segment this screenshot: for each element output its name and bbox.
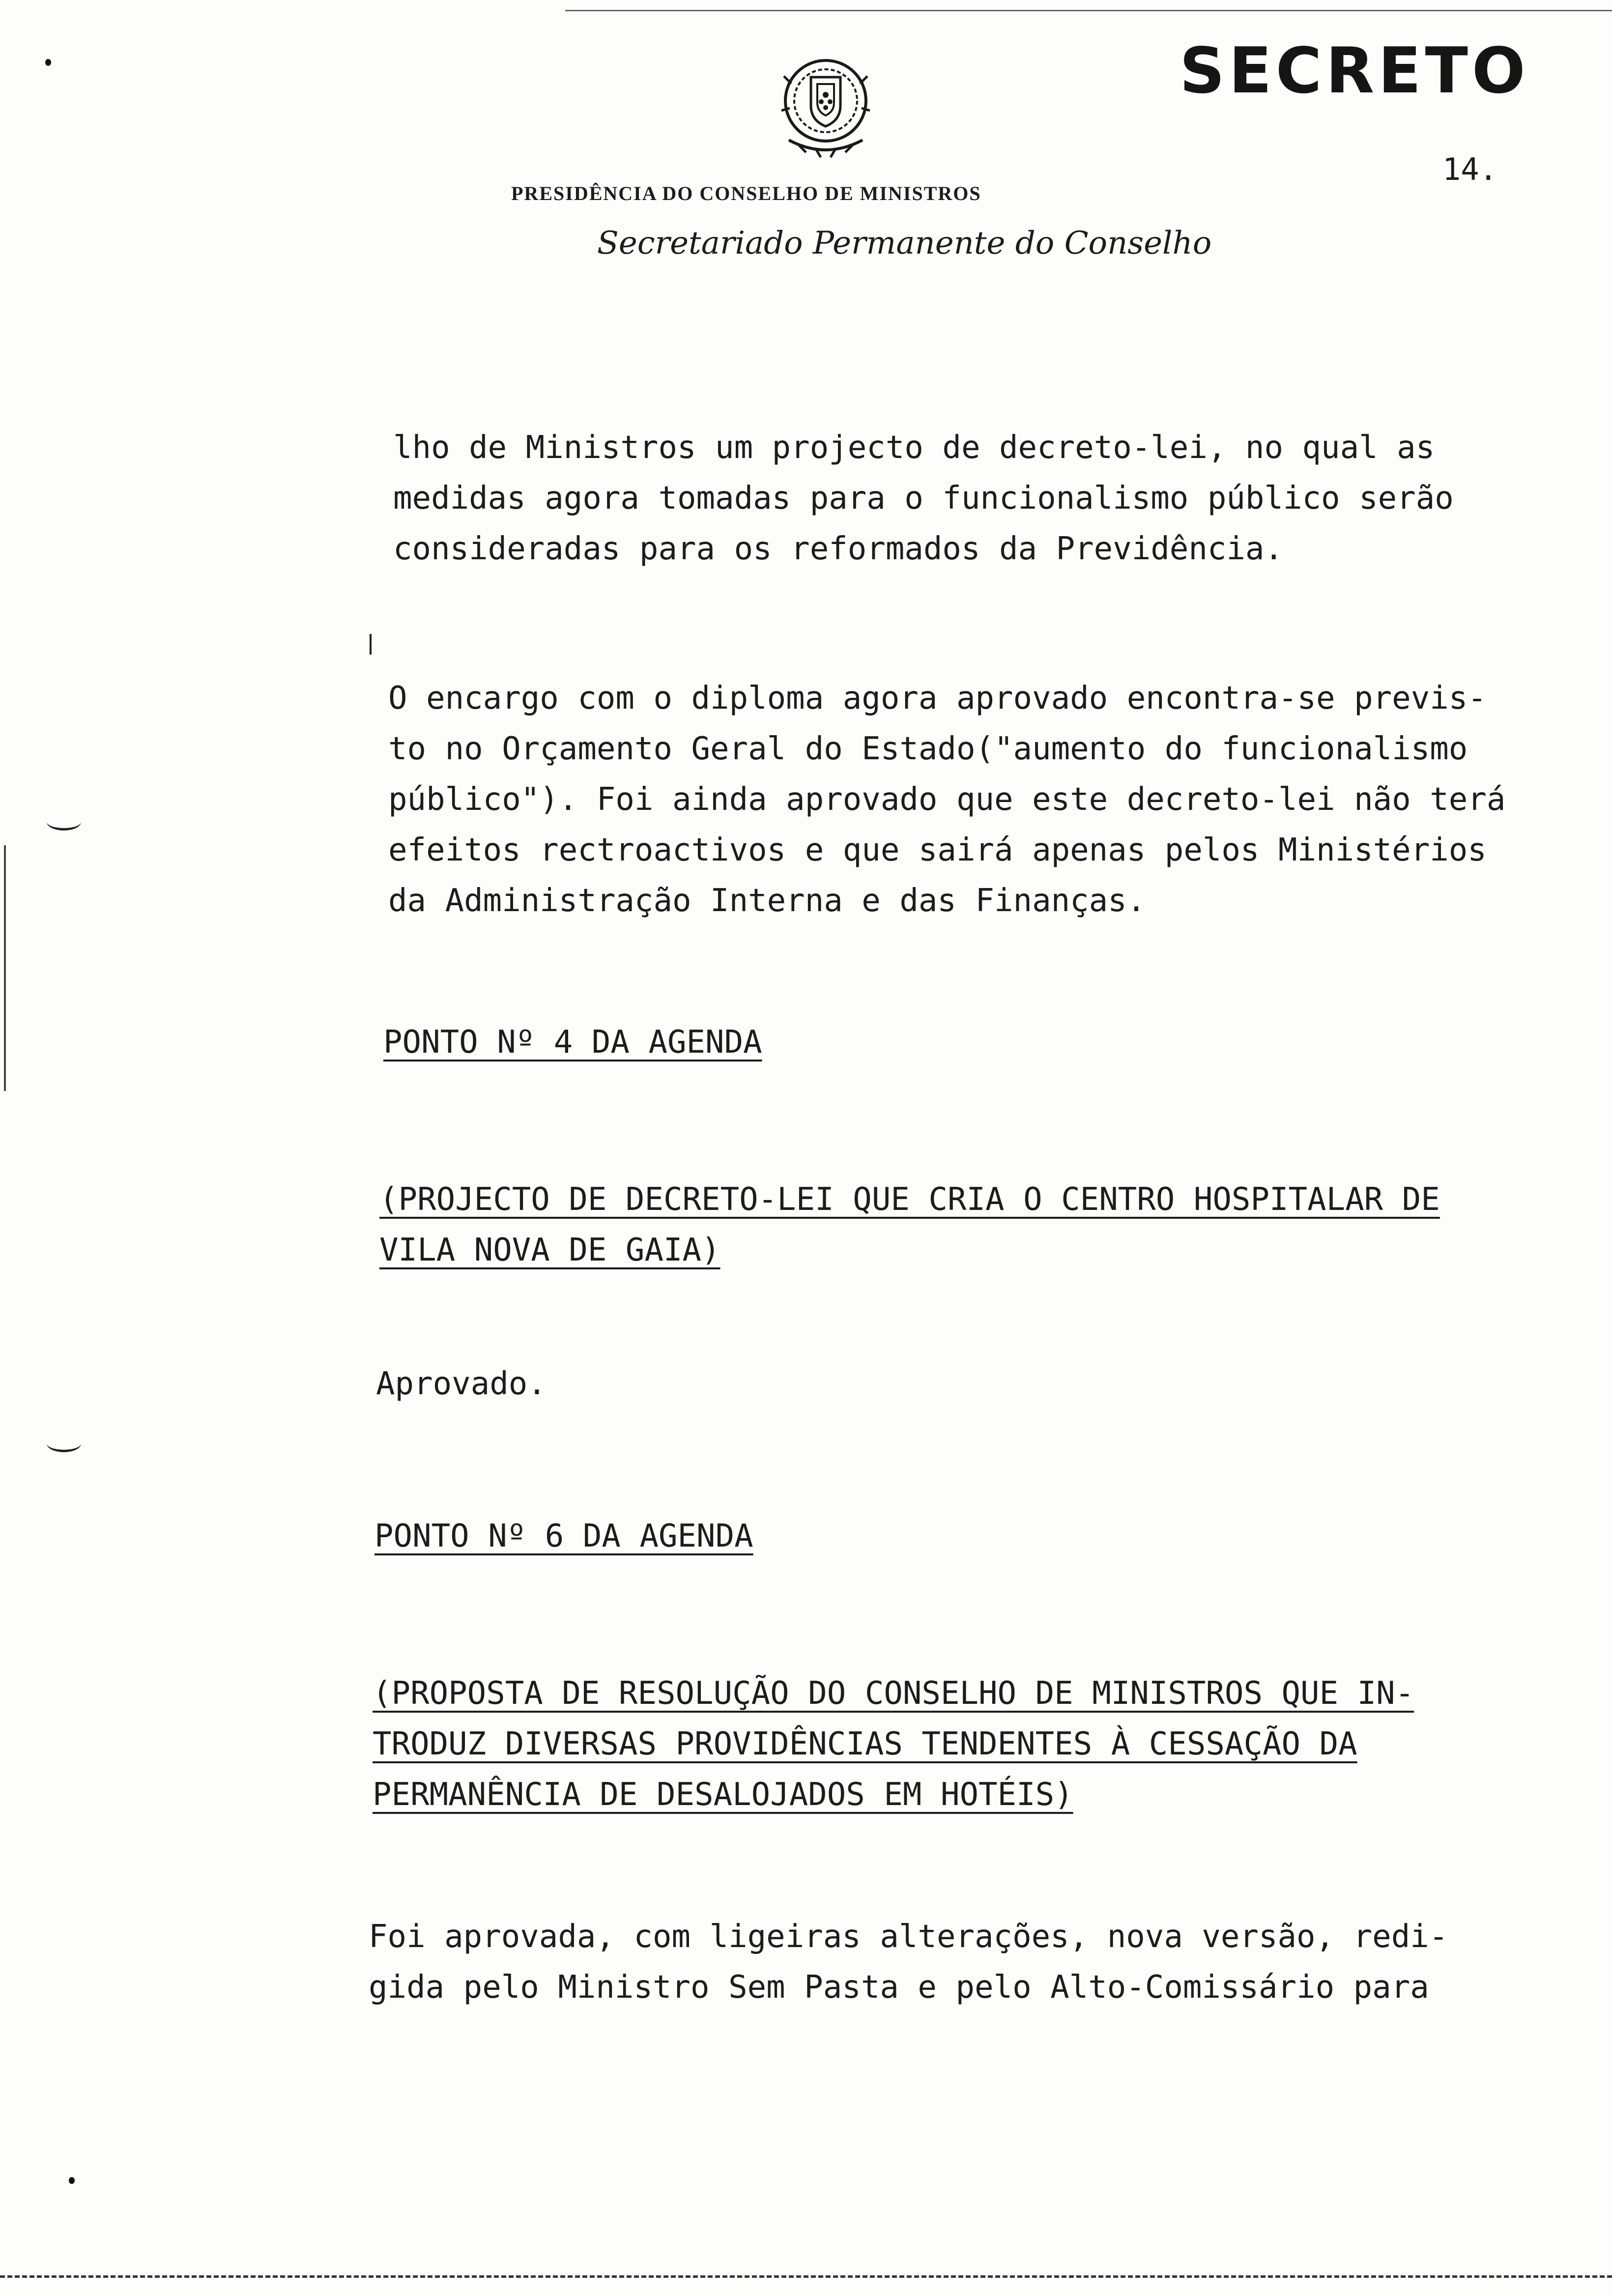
agenda-heading-4: PONTO Nº 4 DA AGENDA (383, 1024, 762, 1061)
title-line: VILA NOVA DE GAIA) (379, 1232, 720, 1268)
scan-speck (45, 59, 51, 66)
coat-of-arms-icon (769, 47, 882, 162)
office-subtitle: Secretariado Permanente do Conselho (597, 225, 1212, 261)
scan-top-edge (565, 10, 1612, 11)
title-line: PERMANÊNCIA DE DESALOJADOS EM HOTÉIS) (373, 1777, 1073, 1813)
text-line: consideradas para os reformados da Previdência. (393, 531, 1283, 567)
punch-hole-mark (47, 1435, 81, 1452)
title-line: (PROPOSTA DE RESOLUÇÃO DO CONSELHO DE MINISTROS QUE IN- (373, 1675, 1414, 1712)
scan-bottom-edge (0, 2275, 1612, 2278)
text-line: medidas agora tomadas para o funcionalismo público serão (393, 480, 1454, 517)
agenda-result-6 (369, 1912, 1448, 2013)
text-line: gida pelo Ministro Sem Pasta e pelo Alto-Comissário para (369, 1969, 1429, 2006)
title-line: (PROJECTO DE DECRETO-LEI QUE CRIA O CENTRO HOSPITALAR DE (379, 1181, 1440, 1218)
agenda-result-4: Aprovado. (376, 1366, 547, 1402)
agenda-title-6 (373, 1668, 1414, 1820)
punch-hole-mark (47, 813, 81, 831)
text-line: lho de Ministros um projecto de decreto-lei, no qual as (393, 430, 1435, 466)
agenda-heading-6: PONTO Nº 6 DA AGENDA (374, 1518, 753, 1554)
scan-speck (69, 2177, 75, 2184)
classification-stamp: SECRETO (1180, 34, 1529, 108)
office-name: PRESIDÊNCIA DO CONSELHO DE MINISTROS (511, 182, 981, 204)
page-number: 14. (1442, 151, 1497, 187)
scan-left-edge (4, 845, 6, 1091)
text-line: público"). Foi ainda aprovado que este decreto-lei não terá (388, 781, 1506, 818)
stray-mark (370, 634, 372, 655)
text-line: to no Orçamento Geral do Estado("aumento do funcionalismo (388, 731, 1468, 767)
agenda-title-4 (379, 1175, 1440, 1276)
text-line: efeitos rectroactivos e que sairá apenas pelos Ministérios (388, 832, 1487, 868)
title-line: TRODUZ DIVERSAS PROVIDÊNCIAS TENDENTES À CESSAÇÃO DA (373, 1726, 1357, 1762)
paragraph-budget (388, 673, 1505, 926)
text-line: Foi aprovada, com ligeiras alterações, nova versão, redi- (369, 1919, 1448, 1955)
paragraph-continuation (393, 423, 1454, 574)
text-line: O encargo com o diploma agora aprovado encontra-se previs- (388, 680, 1487, 717)
text-line: da Administração Interna e das Finanças. (388, 883, 1146, 919)
